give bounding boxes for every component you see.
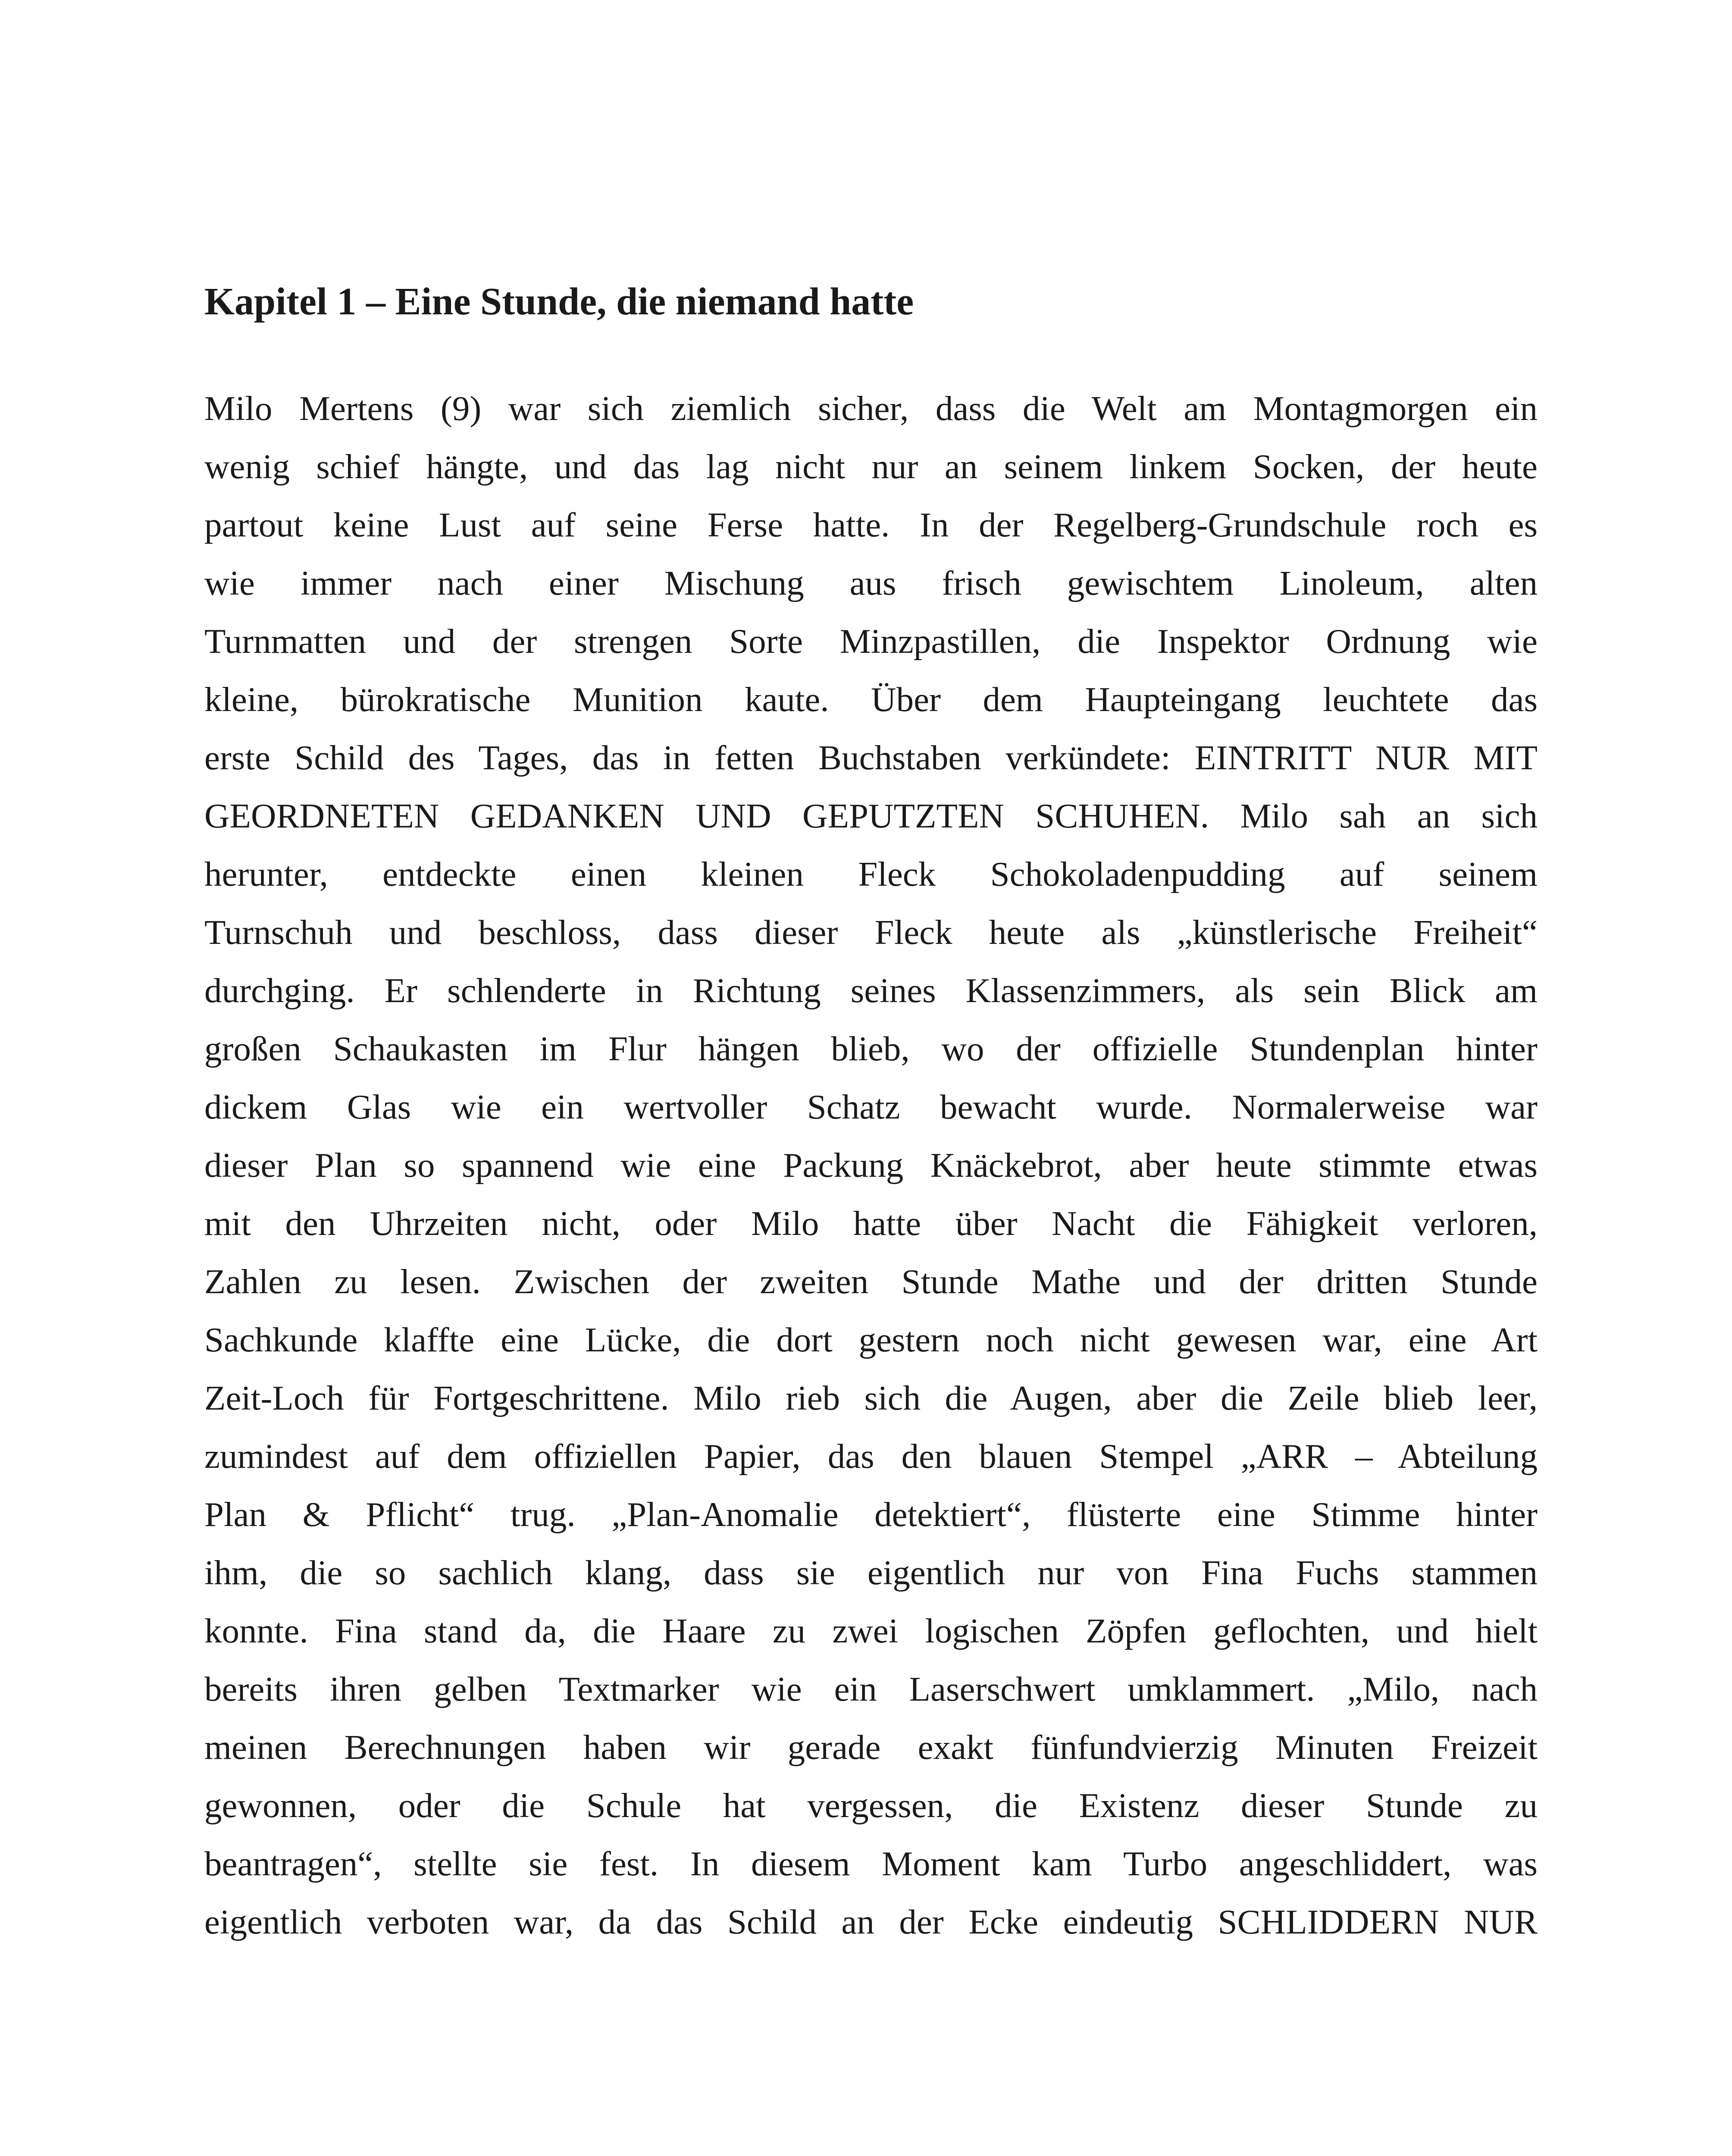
- chapter-body: [204, 379, 1538, 1951]
- text-line: herunter, entdeckte einen kleinen Fleck Schokoladenpudding auf seinem: [204, 855, 1538, 893]
- text-line: meinen Berechnungen haben wir gerade exakt fünfundvierzig Minuten Freizeit: [204, 1728, 1538, 1767]
- text-line: Milo Mertens (9) war sich ziemlich sicher, dass die Welt am Montagmorgen ein: [204, 389, 1538, 428]
- text-line: wie immer nach einer Mischung aus frisch gewischtem Linoleum, alten: [204, 564, 1538, 602]
- text-line: Turnschuh und beschloss, dass dieser Fleck heute als „künstlerische Freiheit“: [204, 913, 1538, 952]
- chapter-heading: Kapitel 1 – Eine Stunde, die niemand hatte: [204, 280, 914, 323]
- text-line: dieser Plan so spannend wie eine Packung Knäckebrot, aber heute stimmte etwas: [204, 1146, 1538, 1185]
- text-line: Zeit-Loch für Fortgeschrittene. Milo rieb sich die Augen, aber die Zeile blieb leer,: [204, 1379, 1538, 1417]
- text-line: gewonnen, oder die Schule hat vergessen, die Existenz dieser Stunde zu: [204, 1786, 1538, 1825]
- text-line: eigentlich verboten war, da das Schild an der Ecke eindeutig SCHLIDDERN NUR: [204, 1902, 1538, 1941]
- text-line: Turnmatten und der strengen Sorte Minzpastillen, die Inspektor Ordnung wie: [204, 622, 1538, 661]
- text-line: großen Schaukasten im Flur hängen blieb, wo der offizielle Stundenplan hinter: [204, 1029, 1538, 1068]
- text-line: zumindest auf dem offiziellen Papier, das den blauen Stempel „ARR – Abteilung: [204, 1437, 1538, 1476]
- text-line: dickem Glas wie ein wertvoller Schatz bewacht wurde. Normalerweise war: [204, 1087, 1538, 1126]
- text-line: bereits ihren gelben Textmarker wie ein Laserschwert umklammert. „Milo, nach: [204, 1670, 1538, 1708]
- text-line: durchging. Er schlenderte in Richtung seines Klassenzimmers, als sein Blick am: [204, 971, 1538, 1010]
- text-line: partout keine Lust auf seine Ferse hatte. In der Regelberg-Grundschule roch es: [204, 505, 1538, 544]
- text-line: kleine, bürokratische Munition kaute. Über dem Haupteingang leuchtete das: [204, 680, 1538, 719]
- text-line: Zahlen zu lesen. Zwischen der zweiten Stunde Mathe und der dritten Stunde: [204, 1262, 1538, 1301]
- text-line: Sachkunde klaffte eine Lücke, die dort gestern noch nicht gewesen war, eine Art: [204, 1320, 1538, 1359]
- text-line: ihm, die so sachlich klang, dass sie eigentlich nur von Fina Fuchs stammen: [204, 1553, 1538, 1592]
- text-line: wenig schief hängte, und das lag nicht nur an seinem linkem Socken, der heute: [204, 447, 1538, 486]
- text-line: Plan & Pflicht“ trug. „Plan-Anomalie detektiert“, flüsterte eine Stimme hinter: [204, 1495, 1538, 1534]
- text-line: mit den Uhrzeiten nicht, oder Milo hatte über Nacht die Fähigkeit verloren,: [204, 1204, 1538, 1243]
- text-line: beantragen“, stellte sie fest. In diesem Moment kam Turbo angeschliddert, was: [204, 1844, 1538, 1883]
- text-line: erste Schild des Tages, das in fetten Buchstaben verkündete: EINTRITT NUR MIT: [204, 738, 1538, 777]
- text-line: konnte. Fina stand da, die Haare zu zwei logischen Zöpfen geflochten, und hielt: [204, 1611, 1538, 1650]
- text-line: GEORDNETEN GEDANKEN UND GEPUTZTEN SCHUHEN. Milo sah an sich: [204, 796, 1538, 835]
